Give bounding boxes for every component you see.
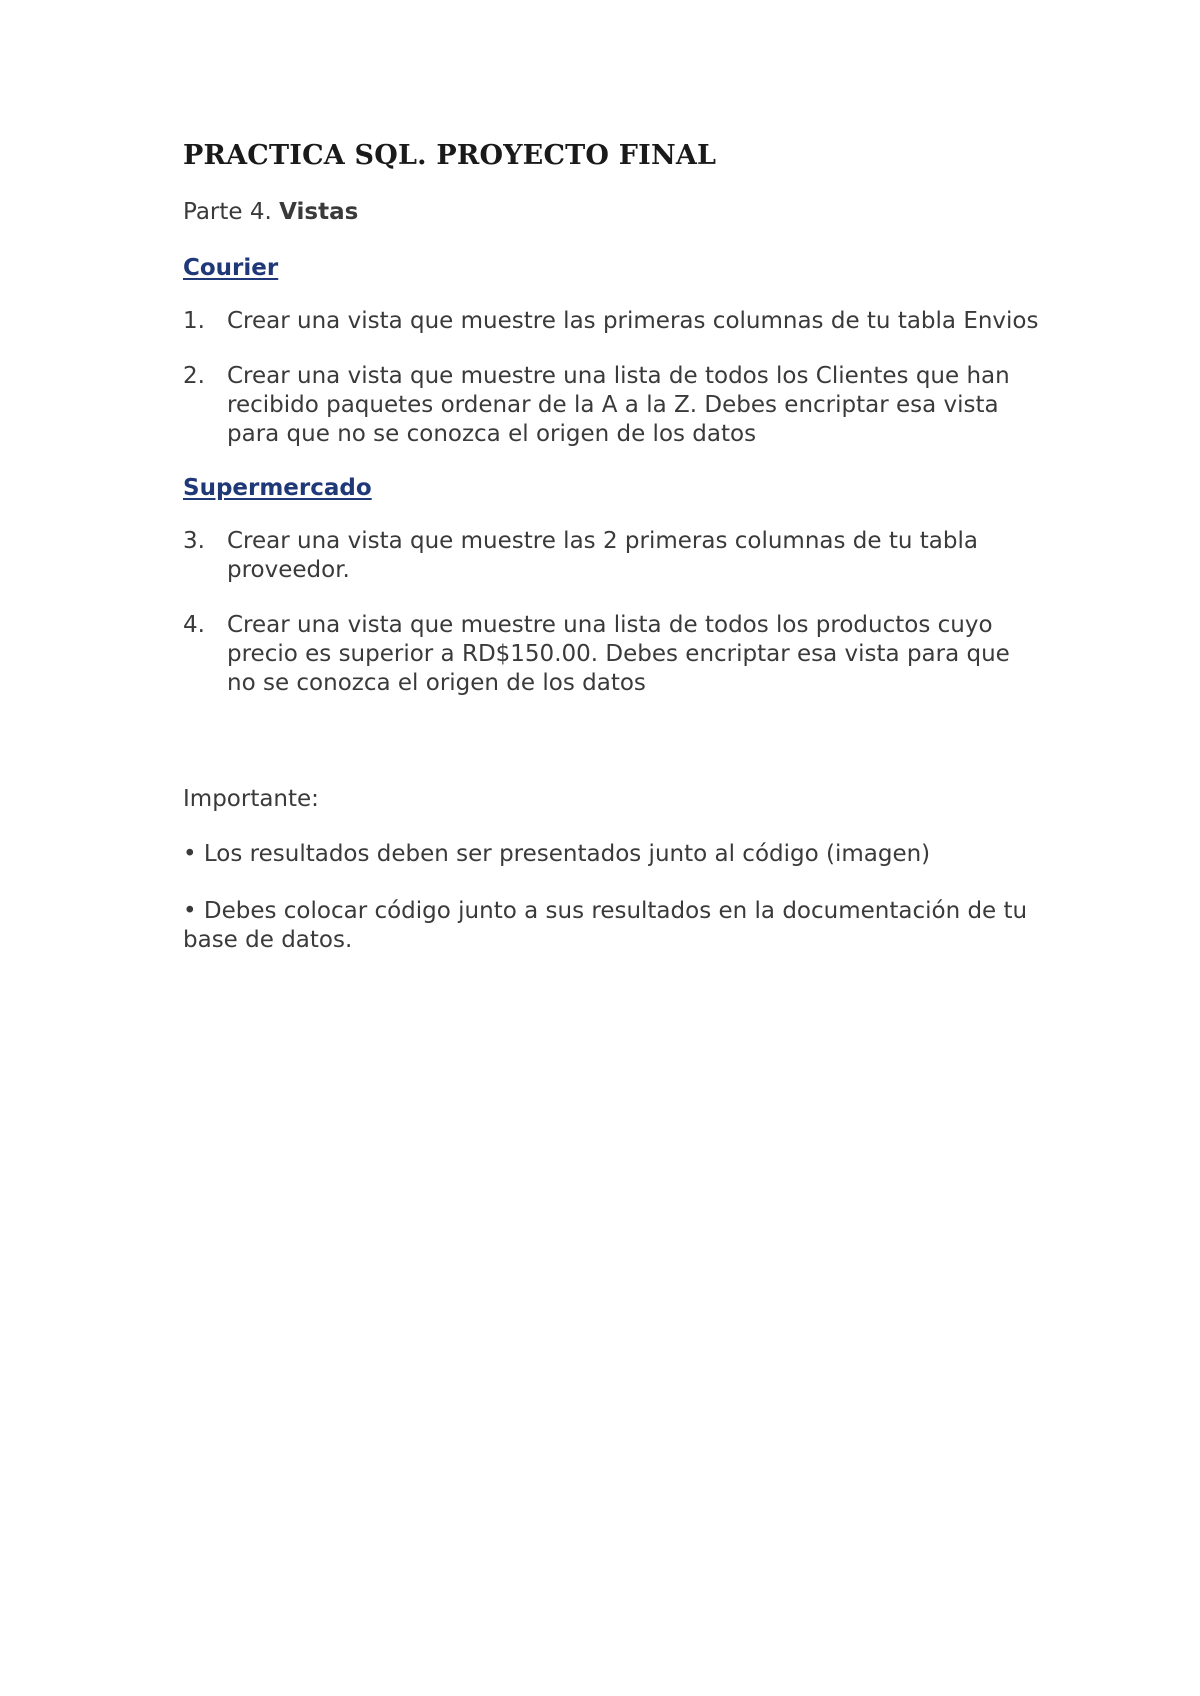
- item-number: 4.: [183, 612, 205, 638]
- document-content: [183, 140, 1043, 983]
- section-heading-supermercado: Supermercado: [183, 475, 372, 501]
- document-title: PRACTICA SQL. PROYECTO FINAL: [183, 140, 717, 171]
- item-number: 3.: [183, 528, 205, 554]
- item-text: Crear una vista que muestre una lista de todos los productos cuyo precio es superior a RD$150.00. Debes encriptar esa vista para que no se conozca el origen de los datos: [227, 612, 1010, 696]
- list-item: [183, 362, 1043, 449]
- note-item: • Debes colocar código junto a sus resultados en la documentación de tu base de datos.: [183, 898, 1028, 953]
- task-list-courier: [183, 307, 1043, 449]
- item-number: 1.: [183, 308, 205, 334]
- list-item: [183, 527, 1043, 585]
- list-item: [183, 307, 1043, 336]
- note-item: • Los resultados deben ser presentados junto al código (imagen): [183, 841, 931, 867]
- part-heading: [183, 199, 1043, 225]
- part-prefix: Parte 4.: [183, 199, 280, 225]
- important-label: Importante:: [183, 786, 319, 812]
- section-heading-courier: Courier: [183, 255, 279, 281]
- item-text: Crear una vista que muestre las 2 primeras columnas de tu tabla proveedor.: [227, 528, 978, 583]
- part-name: Vistas: [279, 199, 359, 225]
- task-list-supermercado: [183, 527, 1043, 698]
- item-text: Crear una vista que muestre las primeras columnas de tu tabla Envios: [227, 308, 1039, 334]
- spacer: [183, 724, 1043, 786]
- item-number: 2.: [183, 363, 205, 389]
- list-item: [183, 611, 1043, 698]
- item-text: Crear una vista que muestre una lista de todos los Clientes que han recibido paquetes ordenar de la A a la Z. Debes encriptar esa vista para que no se conozca el origen de los datos: [227, 363, 1010, 447]
